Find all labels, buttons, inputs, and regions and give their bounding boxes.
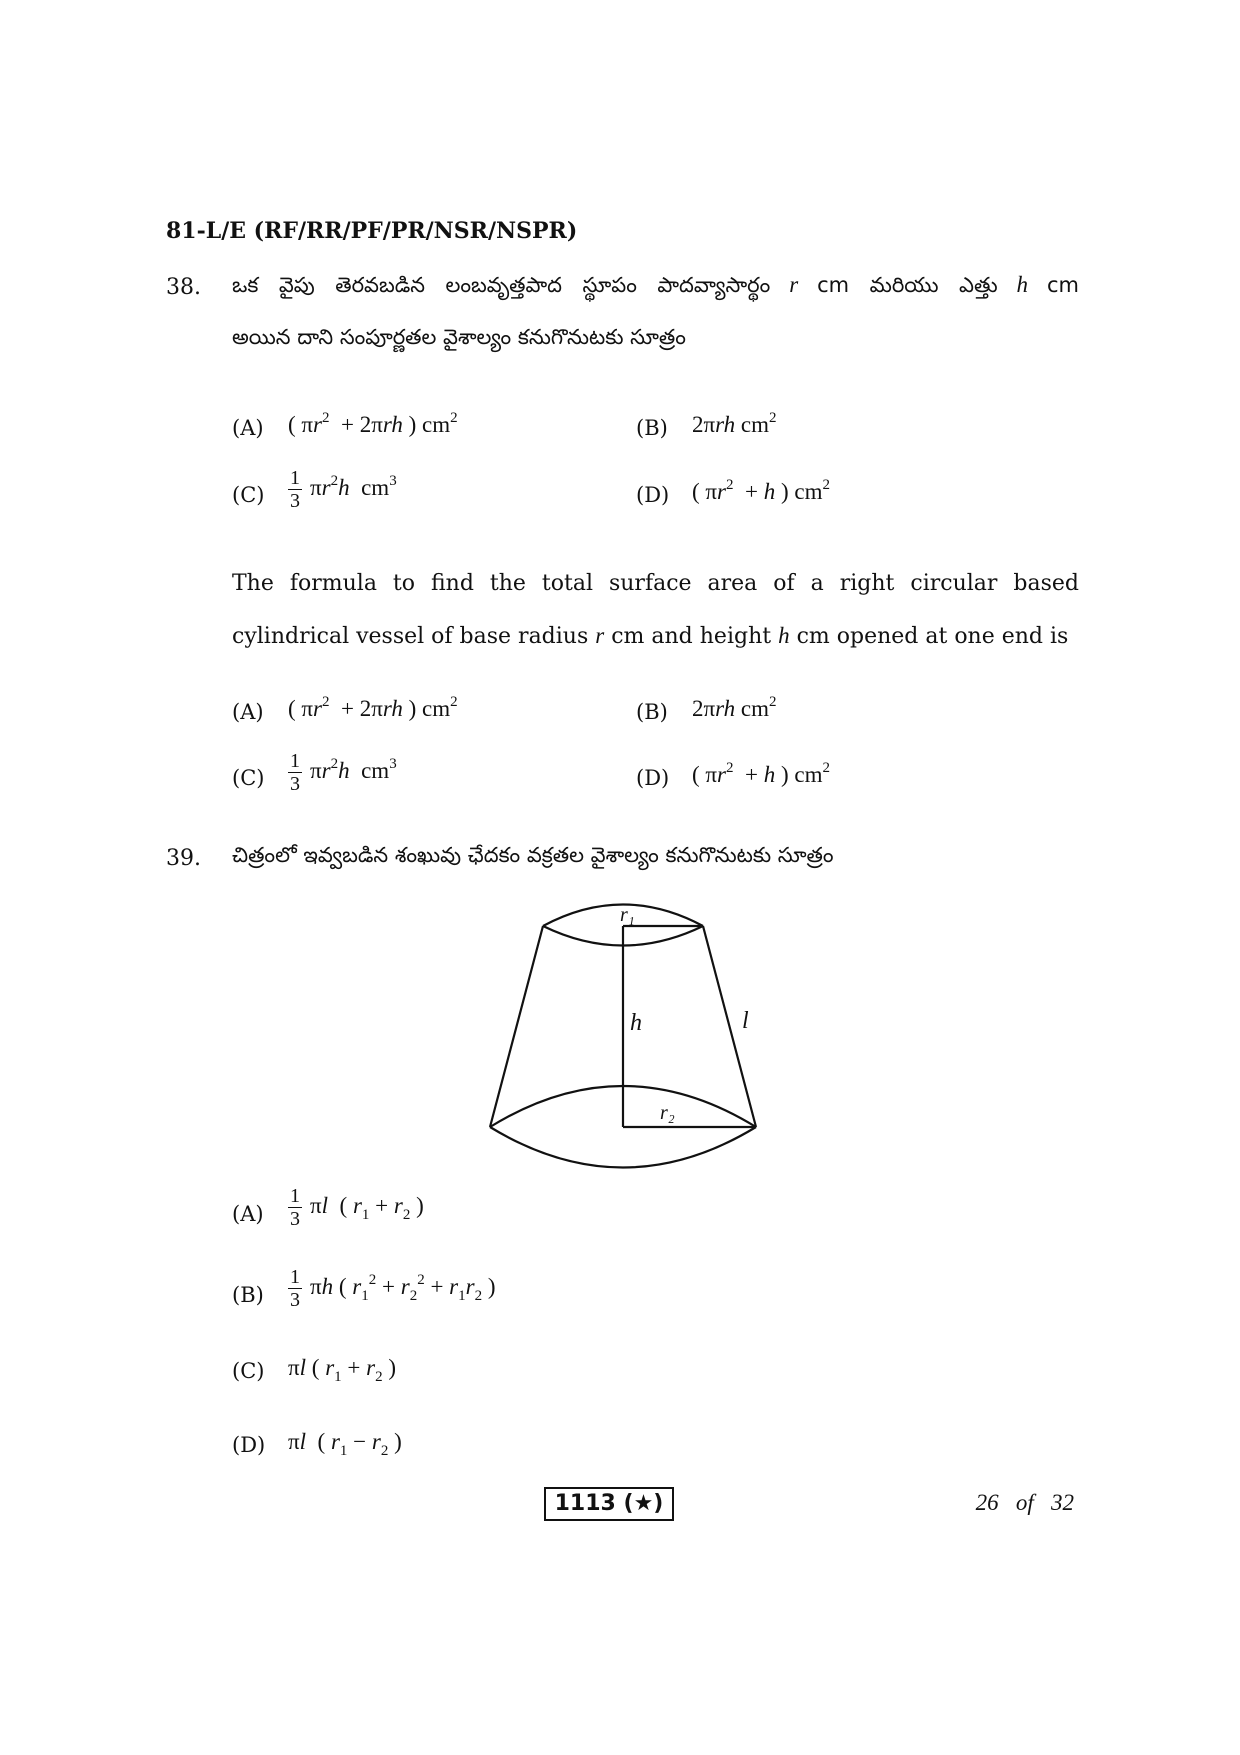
frustum-bottom-front-arc [490,1127,756,1168]
label-r2: r₂ [660,1102,675,1124]
q38-telugu-line2: అయిన దాని సంపూర్ణతల వైశాల్యం కనుగొనుటకు సూత్రం [232,325,686,349]
q38-en-option-a: ( $\pi r^2 + 2\pi rh$ ) $cm^2$ [288,694,458,721]
q38-te-option-c-label: (C) [232,483,265,507]
q38-number: 38. [166,275,201,300]
q39-option-d: πl ( $r_1 - r_2$ ) [288,1429,402,1459]
page-of: of [1015,1490,1034,1515]
q39-number: 39. [166,846,201,871]
booklet-header-code: 81-L/E (RF/RR/PF/PR/NSR/NSPR) [166,218,578,244]
page-current: 26 [975,1490,999,1515]
q38-telugu-unit2: cm [1046,273,1079,297]
q38-telugu-unit1: cm మరియు ఎత్తు [817,273,998,297]
q38-english-line2-c: cm opened at one end is [796,624,1069,649]
q38-english-line2 [232,623,1079,649]
q38-en-option-d: ( $\pi r^2 + h$ ) $cm^2$ [692,760,830,787]
q39-option-d-label: (D) [232,1433,266,1457]
label-r1: r₁ [620,904,635,926]
page-total: 32 [1051,1490,1074,1515]
q39-option-c: πl ( $r_1 + r_2$ ) [288,1355,396,1385]
label-l: l [742,1008,749,1034]
q39-option-c-label: (C) [232,1359,265,1383]
q38-telugu-stem: ఒక వైపు తెరవబడిన లంబవృత్తపాద స్థూపం పాదవ్యాసార్థం [232,273,771,297]
q38-english-line1: The formula to find the total surface area of a right circular based [232,571,1079,596]
q38-en-option-b: 2πrh $cm^2$ [692,694,777,721]
q38-te-option-a: ( $\pi r^2 + 2\pi rh$ ) $cm^2$ [288,410,458,437]
q39-option-a-label: (A) [232,1202,264,1226]
frustum-left-edge [490,926,543,1127]
page-number [976,1490,1074,1516]
q38-te-option-d: ( $\pi r^2 + h$ ) $cm^2$ [692,477,830,504]
q38-english-var-h: h [778,623,790,648]
q38-var-r: r [789,272,799,297]
q38-english-line2-b: cm and height [611,624,772,649]
q38-en-option-d-label: (D) [636,766,670,790]
q38-te-option-b-label: (B) [636,416,668,440]
label-h: h [630,1010,642,1036]
q38-te-option-d-label: (D) [636,483,670,507]
q38-en-option-a-label: (A) [232,700,264,724]
q39-option-a: $\frac{1}{3}$ πl ( $r_1 + r_2$ ) [290,1185,424,1230]
q39-option-b: $\frac{1}{3}$ πh ( $r_1^2 + r_2^2 + r_1r_2$ ) [290,1266,496,1311]
q38-te-option-c: $\frac{1}{3}$ $\pi r^2h$ $cm^3$ [290,467,397,512]
q39-telugu-line1: చిత్రంలో ఇవ్వబడిన శంఖువు ఛేదకం వక్రతల వైశాల్యం కనుగొనుటకు సూత్రం [232,843,834,867]
q38-telugu-line1 [232,272,1079,303]
q38-english-line2-a: cylindrical vessel of base radius [232,624,589,649]
q38-en-option-c: $\frac{1}{3}$ $\pi r^2h$ $cm^3$ [290,750,397,795]
q38-en-option-b-label: (B) [636,700,668,724]
q38-var-h: h [1016,272,1029,297]
q38-te-option-a-label: (A) [232,416,264,440]
q39-option-b-label: (B) [232,1283,264,1307]
q38-te-option-b: 2πrh $cm^2$ [692,410,777,437]
q38-en-option-c-label: (C) [232,766,265,790]
booklet-code-box: 1113 (★) [544,1487,674,1521]
frustum-figure [480,895,770,1175]
q38-english-var-r: r [595,623,605,648]
